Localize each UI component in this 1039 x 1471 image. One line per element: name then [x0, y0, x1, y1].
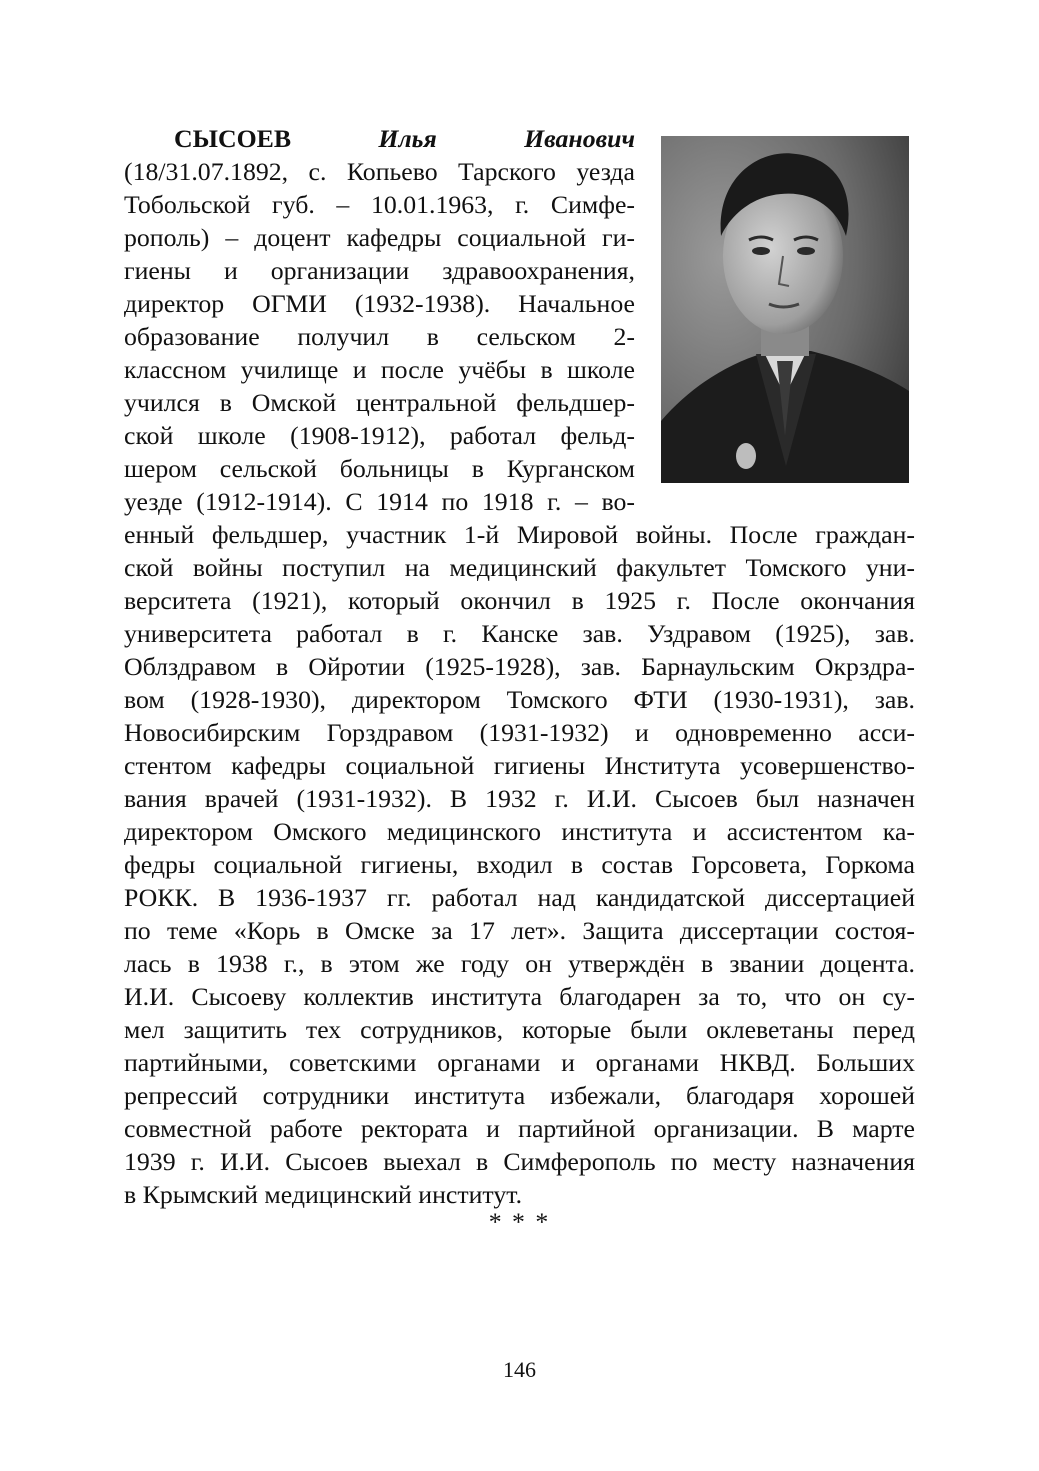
text-line: университета работал в г. Канске зав. Уздравом (1925), зав. — [124, 619, 915, 648]
text-line: (18/31.07.1892, с. Копьево Тарского уезда — [124, 157, 635, 186]
text-line: енный фельдшер, участник 1-й Мировой войны. После граждан- — [124, 520, 915, 549]
text-line: рополь) – доцент кафедры социальной ги- — [124, 223, 635, 252]
person-surname: СЫСОЕВ — [174, 124, 292, 153]
text-line: вания врачей (1931-1932). В 1932 г. И.И. Сысоев был назначен — [124, 784, 915, 813]
person-patronymic: Иванович — [524, 124, 636, 153]
text-line: Облздравом в Ойротии (1925-1928), зав. Барнаульским Окрздра- — [124, 652, 915, 681]
text-line: Тобольской губ. – 10.01.1963, г. Симфе- — [124, 190, 635, 219]
text-line: лась в 1938 г., в этом же году он утверждён в звании доцента. — [124, 949, 915, 978]
text-line: вом (1928-1930), директором Томского ФТИ (1930-1931), зав. — [124, 685, 915, 714]
page-number: 146 — [503, 1357, 536, 1382]
text-line: классном училище и после учёбы в школе — [124, 355, 635, 384]
text-line: верситета (1921), который окончил в 1925 г. После окончания — [124, 586, 915, 615]
text-line: учился в Омской центральной фельдшер- — [124, 388, 635, 417]
text-line: ской школе (1908-1912), работал фельд- — [124, 421, 635, 450]
text-line: мел защитить тех сотрудников, которые были оклеветаны перед — [124, 1015, 915, 1044]
text-line: шером сельской больницы в Курганском — [124, 454, 635, 483]
text-line: стентом кафедры социальной гигиены Института усовершенство- — [124, 751, 915, 780]
text-line: партийными, советскими органами и органами НКВД. Больших — [124, 1048, 915, 1077]
section-separator: * * * — [488, 1207, 551, 1236]
text-line: образование получил в сельском 2- — [124, 322, 635, 351]
text-line: федры социальной гигиены, входил в состав Горсовета, Горкома — [124, 850, 915, 879]
text-line: ской войны поступил на медицинский факультет Томского уни- — [124, 553, 915, 582]
text-line: Новосибирским Горздравом (1931-1932) и одновременно асси- — [124, 718, 915, 747]
text-line: уезде (1912-1914). С 1914 по 1918 г. – во- — [124, 487, 635, 516]
portrait-image — [661, 136, 909, 483]
text-line: 1939 г. И.И. Сысоев выехал в Симферополь по месту назначения — [124, 1147, 915, 1176]
text-line: совместной работе ректората и партийной организации. В марте — [124, 1114, 915, 1143]
text-line: РОКК. В 1936-1937 гг. работал над кандидатской диссертацией — [124, 883, 915, 912]
text-line: директором Омского медицинского института и ассистентом ка- — [124, 817, 915, 846]
text-line: репрессий сотрудники института избежали, благодаря хорошей — [124, 1081, 915, 1110]
portrait-photo — [661, 136, 909, 483]
text-line: гиены и организации здравоохранения, — [124, 256, 635, 285]
text-line-heading — [174, 122, 635, 155]
text-line: по теме «Корь в Омске за 17 лет». Защита диссертации состоя- — [124, 916, 915, 945]
text-line: директор ОГМИ (1932-1938). Начальное — [124, 289, 635, 318]
text-line-last: в Крымский медицинский институт. — [124, 1180, 523, 1209]
text-line: И.И. Сысоеву коллектив института благодарен за то, что он су- — [124, 982, 915, 1011]
person-first-name: Илья — [378, 124, 437, 153]
